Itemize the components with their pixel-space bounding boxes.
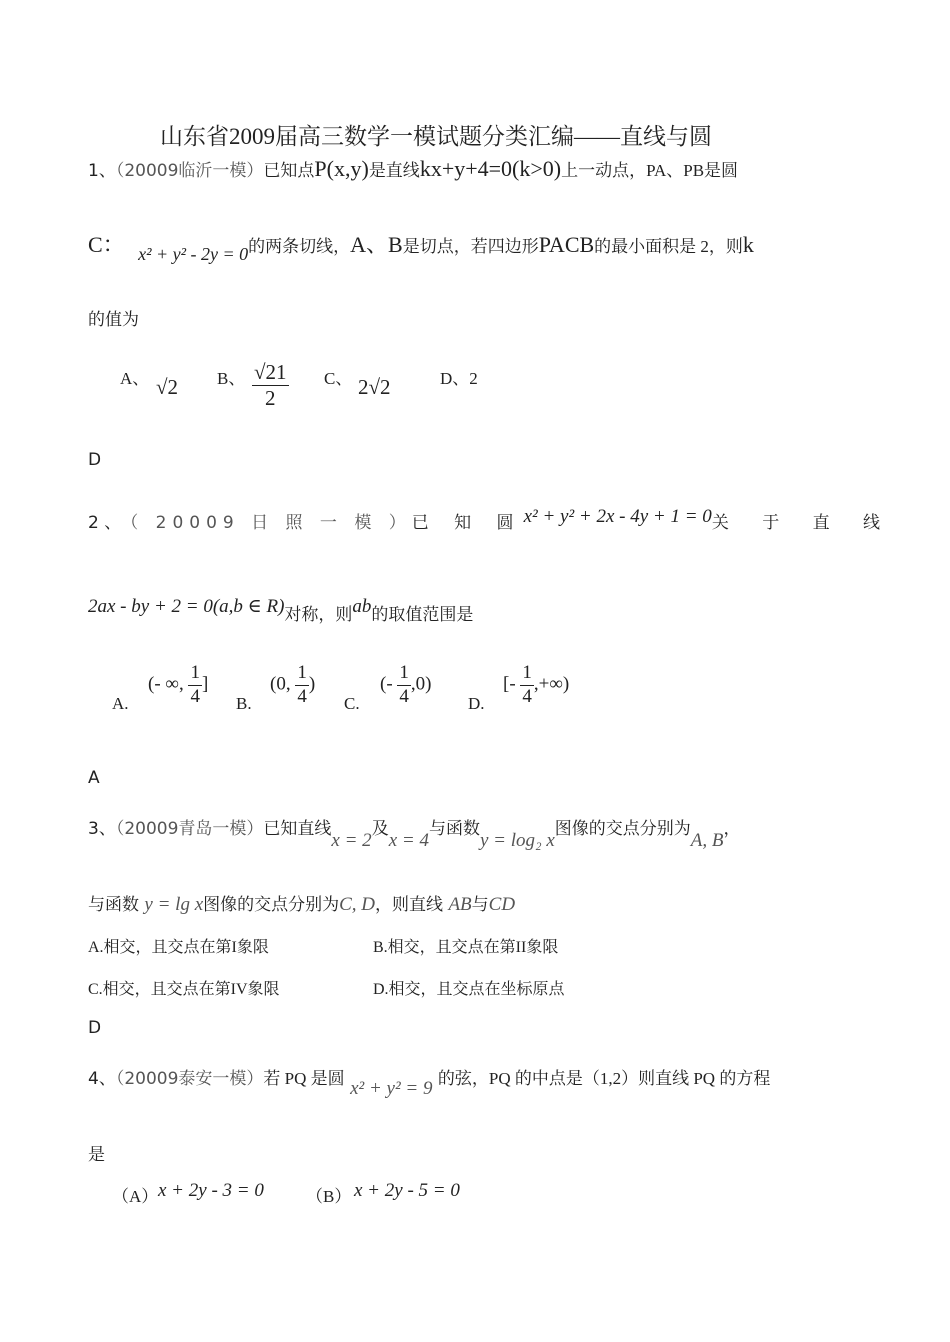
product-ab: ab <box>352 596 372 617</box>
question-3-line-2 <box>88 890 515 916</box>
question-number: 3、 <box>88 819 116 839</box>
question-text: ，则直线 <box>375 895 444 915</box>
page-title: 山东省2009届高三数学一模试题分类汇编——直线与圆 <box>160 124 712 149</box>
line-ab: AB <box>448 894 472 915</box>
option-d-value: [- $\frac{1}{4}$ ,+∞) <box>503 662 570 707</box>
fraction-numerator: √21 <box>252 360 289 386</box>
option-a: A.相交，且交点在第I象限 <box>88 939 269 956</box>
option-a-label: （A） <box>112 1187 159 1206</box>
circle-label: C： <box>88 232 125 257</box>
option-d: D、2 <box>440 369 478 388</box>
question-number: 1、 <box>88 161 116 181</box>
option-b-value: (0, $\frac{1}{4}$ ) <box>270 662 316 707</box>
question-text: 关 于 直 线 <box>711 513 895 533</box>
circle-equation: x² + y² - 2y = 0 <box>138 244 249 264</box>
circle-equation: x² + y² + 2x - 4y + 1 = 0 <box>523 505 712 527</box>
question-text: 图像的交点分别为 <box>203 895 340 915</box>
option-a-label: A. <box>112 694 129 713</box>
question-1-line-2 <box>88 228 754 264</box>
question-2-line-2 <box>88 592 474 625</box>
quadrilateral-name: PACB <box>538 232 595 257</box>
question-text: 上一动点，PA、PB是圆 <box>561 161 739 180</box>
option-c-value: 2√2 <box>358 375 391 399</box>
question-text: 的两条切线， <box>248 237 351 256</box>
log-function: y = log₂ x <box>479 830 555 851</box>
question-text: 的最小面积是 2，则 <box>594 237 743 256</box>
question-4-line-2: 是 <box>88 1145 105 1164</box>
answer-2: A <box>88 768 100 788</box>
question-text: 已 知 圆 <box>411 513 524 533</box>
option-c: C.相交，且交点在第IV象限 <box>88 981 280 998</box>
option-a-value: x + 2y - 3 = 0 <box>158 1180 264 1201</box>
fraction-denominator: 2 <box>265 386 276 411</box>
option-d-label: D. <box>468 694 485 713</box>
question-text: 已知直线 <box>263 819 332 839</box>
question-text: 与函数 <box>88 895 139 915</box>
question-4-line-1 <box>88 1064 771 1099</box>
line-equation: 2ax - by + 2 = 0(a,b ∈ R) <box>88 596 285 617</box>
point-expression: P(x,y) <box>314 156 369 181</box>
option-c-label: C、 <box>324 369 353 388</box>
line-cd: CD <box>488 894 516 915</box>
option-c-label: C. <box>344 694 360 713</box>
option-b-label: B. <box>236 694 252 713</box>
question-source: （ 20009 日 照 一 模 ） <box>121 513 412 533</box>
question-number: 4、 <box>88 1069 116 1089</box>
question-number: 2 、 <box>88 513 122 533</box>
question-text: 及 <box>371 819 389 839</box>
circle-equation: x² + y² = 9 <box>350 1078 433 1099</box>
question-1-line-3: 的值为 <box>88 310 139 329</box>
question-text: 与函数 <box>428 819 480 839</box>
option-d: D.相交，且交点在坐标原点 <box>373 981 565 998</box>
option-a-value: √2 <box>156 375 179 399</box>
points-cd: C, D <box>339 894 376 915</box>
question-source: （20009临沂一模） <box>115 161 264 181</box>
line-x-2: x = 2 <box>331 830 372 851</box>
option-b-fraction <box>252 360 289 411</box>
option-c-value: (- $\frac{1}{4}$ ,0) <box>380 662 432 707</box>
question-text: 与 <box>471 895 489 915</box>
tangent-points: A、B <box>350 232 403 257</box>
points-ab: A, B <box>690 830 724 851</box>
option-b-label: B、 <box>217 369 246 388</box>
question-text: 是直线 <box>368 161 420 181</box>
line-x-4: x = 4 <box>388 830 429 851</box>
lg-function: y = lg x <box>144 894 204 915</box>
question-text: ， <box>723 819 741 839</box>
option-a-value: (- ∞, $\frac{1}{4}$ ] <box>148 662 209 707</box>
question-text: 是切点，若四边形 <box>402 237 539 257</box>
variable-k: k <box>742 232 754 257</box>
answer-1: D <box>88 450 102 470</box>
option-a-label: A、 <box>120 369 150 388</box>
option-b: B.相交，且交点在第II象限 <box>373 939 559 956</box>
question-source: （20009泰安一模） <box>115 1069 264 1089</box>
option-b-value: x + 2y - 5 = 0 <box>354 1180 460 1201</box>
question-2-line-1 <box>88 505 895 533</box>
line-equation: kx+y+4=0(k>0) <box>419 156 562 181</box>
option-b-label: （B） <box>306 1187 352 1206</box>
question-source: （20009青岛一模） <box>115 819 264 839</box>
question-3-line-1 <box>88 814 741 851</box>
question-1-line-1 <box>88 156 738 182</box>
question-text: 若 PQ 是圆 <box>263 1069 345 1088</box>
question-text: 图像的交点分别为 <box>554 819 691 839</box>
question-text: 已知点 <box>263 161 315 181</box>
question-text: 的弦，PQ 的中点是（1,2）则直线 PQ 的方程 <box>437 1069 771 1088</box>
answer-3: D <box>88 1018 102 1038</box>
question-text: 对称，则 <box>284 605 353 625</box>
question-text: 的取值范围是 <box>371 605 474 625</box>
